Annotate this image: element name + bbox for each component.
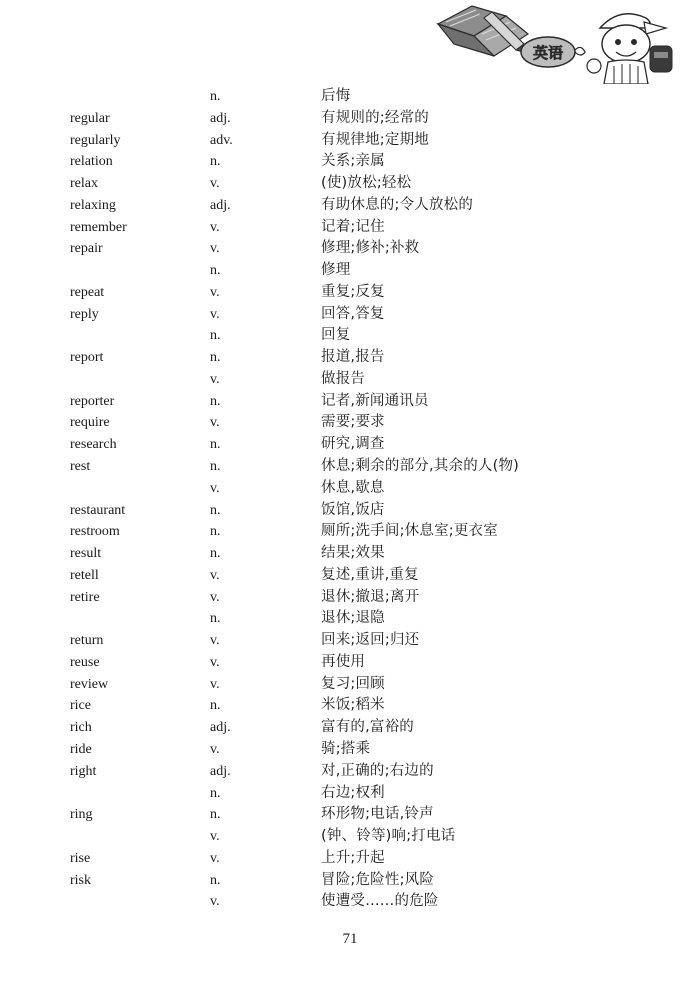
entry-word: risk — [70, 872, 91, 888]
entry-word: retell — [70, 567, 99, 583]
entry-word: repeat — [70, 284, 105, 300]
cartoon-kid-icon — [587, 14, 672, 84]
entry-meaning: 厕所;洗手间;休息室;更衣室 — [321, 523, 498, 540]
entry-meaning: 退休;撤退;离开 — [321, 588, 420, 605]
entry-meaning: 再使用 — [321, 653, 366, 670]
entry-meaning: 复述,重讲,重复 — [321, 566, 419, 583]
entry-meaning: 米饭;稻米 — [321, 697, 385, 714]
vocab-row — [0, 325, 700, 347]
entry-meaning: 骑;搭乘 — [321, 740, 371, 757]
entry-word: review — [70, 676, 109, 692]
subject-badge — [521, 37, 585, 67]
vocab-row — [0, 891, 700, 913]
entry-word: retire — [70, 589, 100, 605]
entry-meaning: 饭馆,饭店 — [321, 501, 385, 518]
entry-word: repair — [70, 241, 103, 257]
entry-part-of-speech: v. — [210, 306, 220, 322]
entry-part-of-speech: v. — [210, 676, 220, 692]
entry-word: reuse — [70, 654, 100, 670]
vocab-row — [0, 456, 700, 478]
vocab-row — [0, 695, 700, 717]
entry-word: regularly — [70, 132, 121, 148]
entry-part-of-speech: v. — [210, 894, 220, 910]
vocab-row — [0, 151, 700, 173]
entry-part-of-speech: adj. — [210, 763, 231, 779]
entry-word: research — [70, 437, 117, 453]
vocab-row — [0, 652, 700, 674]
vocab-row — [0, 238, 700, 260]
entry-part-of-speech: n. — [210, 437, 221, 453]
entry-meaning: 环形物;电话,铃声 — [321, 806, 434, 823]
vocab-row — [0, 717, 700, 739]
vocab-row — [0, 260, 700, 282]
vocab-row — [0, 108, 700, 130]
vocab-row — [0, 543, 700, 565]
entry-word: relax — [70, 176, 98, 192]
vocab-row — [0, 587, 700, 609]
entry-meaning: 需要;要求 — [321, 414, 385, 431]
entry-part-of-speech: n. — [210, 524, 221, 540]
entry-word: restroom — [70, 524, 120, 540]
vocab-row — [0, 783, 700, 805]
entry-part-of-speech: v. — [210, 241, 220, 257]
entry-part-of-speech: n. — [210, 872, 221, 888]
entry-meaning: 复习;回顾 — [321, 675, 385, 692]
entry-part-of-speech: v. — [210, 219, 220, 235]
page-number: 71 — [342, 931, 358, 947]
entry-word: require — [70, 415, 110, 431]
svg-text:英语: 英语 — [532, 44, 564, 62]
entry-part-of-speech: v. — [210, 829, 220, 845]
entry-meaning: 结果;效果 — [321, 545, 385, 562]
vocab-row — [0, 608, 700, 630]
entry-word: return — [70, 633, 104, 649]
entry-part-of-speech: n. — [210, 154, 221, 170]
entry-part-of-speech: n. — [210, 546, 221, 562]
entry-meaning: 回来;返回;归还 — [321, 632, 420, 649]
entry-word: report — [70, 350, 104, 366]
entry-meaning: 研究,调查 — [321, 436, 385, 453]
vocabulary-list — [0, 86, 700, 913]
entry-part-of-speech: n. — [210, 459, 221, 475]
entry-part-of-speech: n. — [210, 89, 221, 104]
entry-word: rest — [70, 459, 91, 475]
vocab-row — [0, 173, 700, 195]
entry-word: relation — [70, 154, 113, 170]
vocab-row — [0, 369, 700, 391]
entry-meaning: (钟、铃等)响;打电话 — [321, 828, 456, 845]
vocab-row — [0, 86, 700, 108]
entry-meaning: 右边;权利 — [321, 784, 385, 801]
entry-meaning: 做报告 — [321, 370, 366, 387]
entry-part-of-speech: v. — [210, 654, 220, 670]
entry-part-of-speech: v. — [210, 480, 220, 496]
entry-part-of-speech: v. — [210, 633, 220, 649]
entry-part-of-speech: n. — [210, 785, 221, 801]
vocab-row — [0, 500, 700, 522]
vocab-row — [0, 521, 700, 543]
entry-part-of-speech: n. — [210, 328, 221, 344]
entry-part-of-speech: v. — [210, 415, 220, 431]
header-illustration — [432, 0, 700, 84]
entry-part-of-speech: adj. — [210, 197, 231, 213]
entry-word: right — [70, 763, 97, 779]
vocab-row — [0, 804, 700, 826]
entry-meaning: 报道,报告 — [321, 349, 385, 366]
entry-meaning: 对,正确的;右边的 — [321, 762, 434, 779]
entry-word: ring — [70, 807, 93, 823]
vocab-row — [0, 304, 700, 326]
vocab-row — [0, 217, 700, 239]
entry-part-of-speech: adv. — [210, 132, 233, 148]
entry-meaning: 后悔 — [321, 88, 351, 104]
entry-meaning: 退休;退隐 — [321, 610, 385, 627]
entry-meaning: 重复;反复 — [321, 283, 385, 300]
entry-part-of-speech: n. — [210, 698, 221, 714]
entry-meaning: (使)放松;轻松 — [321, 175, 412, 192]
entry-meaning: 有规则的;经常的 — [321, 109, 429, 126]
entry-meaning: 有规律地;定期地 — [321, 131, 429, 148]
vocab-row — [0, 870, 700, 892]
entry-part-of-speech: n. — [210, 263, 221, 279]
entry-word: reply — [70, 306, 99, 322]
entry-word: rice — [70, 698, 91, 714]
vocab-row — [0, 739, 700, 761]
vocab-row — [0, 434, 700, 456]
entry-meaning: 上升;升起 — [321, 849, 385, 866]
entry-word: rich — [70, 720, 92, 736]
entry-part-of-speech: adj. — [210, 110, 231, 126]
entry-part-of-speech: n. — [210, 393, 221, 409]
vocab-row — [0, 130, 700, 152]
entry-part-of-speech: n. — [210, 502, 221, 518]
entry-meaning: 有助休息的;令人放松的 — [321, 196, 474, 213]
entry-word: reporter — [70, 393, 115, 409]
entry-part-of-speech: n. — [210, 807, 221, 823]
entry-meaning: 修理;修补;补救 — [321, 240, 420, 257]
vocab-row — [0, 565, 700, 587]
vocab-row — [0, 630, 700, 652]
entry-meaning: 记着;记住 — [321, 218, 385, 235]
entry-part-of-speech: adj. — [210, 720, 231, 736]
entry-part-of-speech: v. — [210, 741, 220, 757]
vocab-row — [0, 478, 700, 500]
entry-part-of-speech: v. — [210, 567, 220, 583]
entry-part-of-speech: v. — [210, 176, 220, 192]
entry-meaning: 冒险;危险性;风险 — [321, 871, 435, 888]
entry-meaning: 使遭受……的危险 — [321, 893, 439, 910]
entry-word: rise — [70, 850, 91, 866]
vocab-row — [0, 391, 700, 413]
entry-meaning: 休息;剩余的部分,其余的人(物) — [321, 458, 520, 475]
entry-word: ride — [70, 741, 92, 757]
entry-part-of-speech: v. — [210, 284, 220, 300]
entry-part-of-speech: v. — [210, 589, 220, 605]
vocab-row — [0, 674, 700, 696]
entry-part-of-speech: n. — [210, 611, 221, 627]
vocab-row — [0, 761, 700, 783]
entry-word: result — [70, 546, 102, 562]
vocab-row — [0, 195, 700, 217]
entry-word: restaurant — [70, 502, 126, 518]
entry-meaning: 回复 — [321, 327, 351, 344]
entry-part-of-speech: v. — [210, 850, 220, 866]
entry-meaning: 关系;亲属 — [321, 153, 385, 170]
entry-meaning: 修理 — [321, 262, 351, 279]
vocab-row — [0, 826, 700, 848]
entry-part-of-speech: v. — [210, 371, 220, 387]
entry-word: relaxing — [70, 197, 116, 213]
vocab-row — [0, 347, 700, 369]
entry-word: remember — [70, 219, 127, 235]
vocab-row — [0, 412, 700, 434]
vocab-row — [0, 282, 700, 304]
entry-meaning: 富有的,富裕的 — [321, 719, 415, 736]
entry-part-of-speech: n. — [210, 350, 221, 366]
vocab-row — [0, 848, 700, 870]
entry-word: regular — [70, 110, 110, 126]
entry-meaning: 休息,歇息 — [321, 479, 385, 496]
entry-meaning: 记者,新闻通讯员 — [321, 392, 429, 409]
entry-meaning: 回答,答复 — [321, 305, 385, 322]
